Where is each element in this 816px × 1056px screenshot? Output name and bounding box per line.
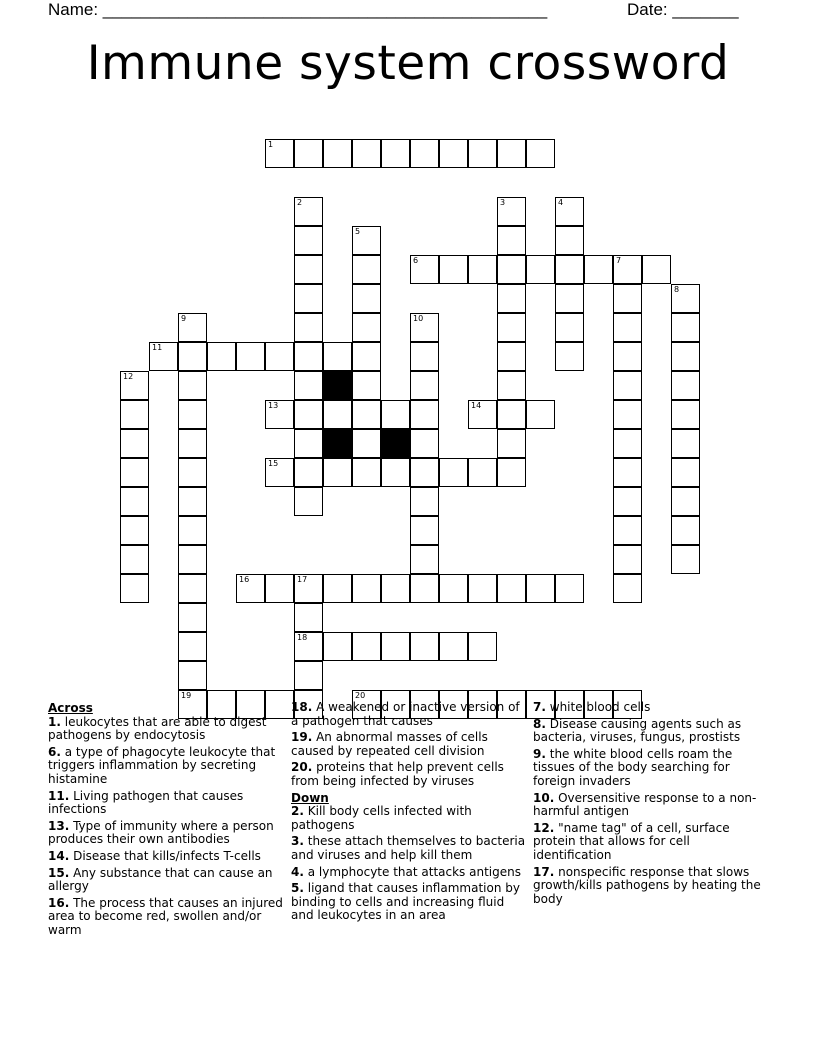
clue-item-text: a type of phagocyte leukocyte that triggers inflammation by secreting histamine: [48, 744, 276, 786]
grid-cell[interactable]: [294, 284, 323, 313]
clue-item-number: 4.: [291, 864, 304, 879]
name-field-line[interactable]: Name: _______________________________________________: [48, 0, 548, 19]
clue-number: 3: [500, 198, 506, 207]
grid-cell[interactable]: [410, 632, 439, 661]
clue-item-number: 9.: [533, 746, 546, 761]
grid-block-cell: [323, 371, 352, 400]
grid-cell[interactable]: [294, 226, 323, 255]
clue-item: [48, 820, 284, 847]
grid-cell[interactable]: [294, 574, 323, 603]
clue-item-number: 5.: [291, 881, 304, 896]
clue-item: [291, 731, 527, 758]
grid-cell[interactable]: [294, 661, 323, 690]
grid-cell[interactable]: [236, 574, 265, 603]
clue-item-text: Disease causing agents such as bacteria, viruses, fungus, prostists: [533, 716, 742, 745]
clue-item-number: 12.: [533, 820, 555, 835]
grid-cell[interactable]: [120, 458, 149, 487]
grid-cell[interactable]: [555, 226, 584, 255]
grid-cell[interactable]: [120, 487, 149, 516]
grid-cell[interactable]: [381, 139, 410, 168]
grid-cell[interactable]: [178, 632, 207, 661]
grid-cell[interactable]: [381, 458, 410, 487]
grid-cell[interactable]: [671, 545, 700, 574]
grid-cell[interactable]: [613, 574, 642, 603]
clue-item: [291, 701, 527, 728]
grid-cell[interactable]: [410, 516, 439, 545]
clue-item-text: ligand that causes inflammation by binding to cells and increasing fluid and leukocytes in an area: [291, 881, 520, 923]
clue-item: [291, 835, 527, 862]
grid-cell[interactable]: [613, 342, 642, 371]
clue-item: [533, 718, 771, 745]
grid-cell[interactable]: [671, 487, 700, 516]
clue-item-number: 14.: [48, 848, 70, 863]
clues-column-1: [48, 701, 284, 941]
grid-cell[interactable]: [352, 139, 381, 168]
grid-cell[interactable]: [613, 255, 642, 284]
grid-cell[interactable]: [671, 458, 700, 487]
grid-cell[interactable]: [352, 632, 381, 661]
grid-cell[interactable]: [381, 632, 410, 661]
grid-cell[interactable]: [671, 429, 700, 458]
grid-cell[interactable]: [613, 371, 642, 400]
clue-item-text: Kill body cells infected with pathogens: [291, 804, 472, 832]
clue-item: [533, 748, 771, 789]
grid-cell[interactable]: [265, 574, 294, 603]
grid-cell[interactable]: [178, 400, 207, 429]
grid-cell[interactable]: [584, 255, 613, 284]
grid-cell[interactable]: [671, 284, 700, 313]
grid-cell[interactable]: [323, 458, 352, 487]
clue-item: [48, 850, 284, 864]
grid-cell[interactable]: [671, 516, 700, 545]
grid-cell[interactable]: [352, 255, 381, 284]
grid-cell[interactable]: [613, 429, 642, 458]
clue-item-number: 19.: [291, 730, 313, 745]
grid-cell[interactable]: [323, 139, 352, 168]
grid-cell[interactable]: [555, 574, 584, 603]
grid-cell[interactable]: [497, 139, 526, 168]
grid-cell[interactable]: [497, 458, 526, 487]
clue-number: 14: [471, 401, 482, 410]
clue-number: 15: [268, 459, 279, 468]
grid-cell[interactable]: [178, 429, 207, 458]
grid-cell[interactable]: [497, 197, 526, 226]
clue-item-text: white blood cells: [549, 700, 651, 714]
grid-cell[interactable]: [265, 400, 294, 429]
clue-item: [291, 866, 527, 880]
clue-item-number: 10.: [533, 790, 555, 805]
clue-item-text: a lymphocyte that attacks antigens: [307, 864, 521, 879]
grid-cell[interactable]: [410, 487, 439, 516]
grid-cell[interactable]: [381, 400, 410, 429]
grid-cell[interactable]: [178, 371, 207, 400]
grid-cell[interactable]: [613, 400, 642, 429]
grid-cell[interactable]: [178, 516, 207, 545]
grid-cell[interactable]: [613, 545, 642, 574]
grid-cell[interactable]: [294, 139, 323, 168]
grid-cell[interactable]: [294, 632, 323, 661]
clue-item: [533, 792, 771, 819]
grid-cell[interactable]: [671, 400, 700, 429]
clue-number: 9: [181, 314, 187, 323]
clue-item-text: An abnormal masses of cells caused by repeated cell division: [291, 730, 488, 758]
clue-item-number: 8.: [533, 716, 546, 731]
grid-cell[interactable]: [439, 458, 468, 487]
grid-cell[interactable]: [497, 574, 526, 603]
grid-cell[interactable]: [207, 342, 236, 371]
clue-number: 1: [268, 140, 274, 149]
grid-cell[interactable]: [294, 487, 323, 516]
clue-item-number: 3.: [291, 834, 304, 849]
clue-item-number: 16.: [48, 895, 70, 910]
grid-cell[interactable]: [352, 226, 381, 255]
grid-cell[interactable]: [381, 574, 410, 603]
clue-item-text: Type of immunity where a person produces their own antibodies: [48, 818, 274, 847]
grid-cell[interactable]: [323, 400, 352, 429]
grid-cell[interactable]: [294, 429, 323, 458]
grid-cell[interactable]: [671, 371, 700, 400]
grid-cell[interactable]: [294, 603, 323, 632]
grid-cell[interactable]: [149, 342, 178, 371]
grid-cell[interactable]: [613, 516, 642, 545]
grid-cell[interactable]: [555, 313, 584, 342]
clues-column-3: [533, 701, 771, 909]
grid-cell[interactable]: [497, 342, 526, 371]
clue-number: 13: [268, 401, 279, 410]
grid-cell[interactable]: [497, 313, 526, 342]
grid-cell[interactable]: [439, 255, 468, 284]
grid-cell[interactable]: [468, 255, 497, 284]
clue-number: 5: [355, 227, 361, 236]
grid-cell[interactable]: [352, 429, 381, 458]
clue-item-number: 13.: [48, 818, 70, 833]
grid-cell[interactable]: [526, 139, 555, 168]
grid-cell[interactable]: [323, 574, 352, 603]
grid-cell[interactable]: [352, 313, 381, 342]
clues-column-2: [291, 701, 527, 926]
clue-item-number: 7.: [533, 700, 546, 714]
clue-item-number: 18.: [291, 700, 313, 714]
clue-item: [291, 761, 527, 788]
clue-item: [533, 701, 771, 715]
grid-cell[interactable]: [410, 342, 439, 371]
grid-cell[interactable]: [323, 342, 352, 371]
grid-cell[interactable]: [410, 313, 439, 342]
grid-cell[interactable]: [120, 429, 149, 458]
clue-item-number: 11.: [48, 788, 70, 803]
clue-number: 10: [413, 314, 424, 323]
grid-cell[interactable]: [497, 429, 526, 458]
grid-cell[interactable]: [294, 458, 323, 487]
grid-cell[interactable]: [120, 400, 149, 429]
clue-item-number: 6.: [48, 744, 61, 759]
grid-cell[interactable]: [265, 139, 294, 168]
grid-cell[interactable]: [439, 574, 468, 603]
clue-number: 19: [181, 691, 192, 700]
grid-cell[interactable]: [178, 545, 207, 574]
grid-cell[interactable]: [178, 458, 207, 487]
clue-item-text: leukocytes that are able to digest pathogens by endocytosis: [48, 714, 267, 743]
grid-cell[interactable]: [410, 400, 439, 429]
clue-item: [291, 805, 527, 832]
clue-number: 7: [616, 256, 622, 265]
clue-item-text: A weakened or inactive version of a pathogen that causes: [291, 700, 520, 728]
grid-cell[interactable]: [236, 342, 265, 371]
grid-cell[interactable]: [178, 661, 207, 690]
clue-item: [533, 822, 771, 863]
clue-item-text: Oversensitive response to a non-harmful antigen: [533, 790, 757, 819]
grid-cell[interactable]: [410, 255, 439, 284]
clue-item: [291, 882, 527, 923]
clue-item-text: these attach themselves to bacteria and viruses and help kill them: [291, 834, 526, 862]
clue-number: 20: [355, 691, 366, 700]
grid-cell[interactable]: [410, 458, 439, 487]
clue-item: [48, 746, 284, 787]
grid-cell[interactable]: [671, 342, 700, 371]
grid-cell[interactable]: [352, 284, 381, 313]
grid-cell[interactable]: [294, 255, 323, 284]
grid-cell[interactable]: [410, 429, 439, 458]
clue-number: 16: [239, 575, 250, 584]
grid-cell[interactable]: [671, 313, 700, 342]
grid-cell[interactable]: [352, 371, 381, 400]
grid-cell[interactable]: [468, 139, 497, 168]
grid-cell[interactable]: [468, 458, 497, 487]
grid-cell[interactable]: [410, 545, 439, 574]
grid-cell[interactable]: [613, 284, 642, 313]
grid-cell[interactable]: [178, 313, 207, 342]
date-field-line[interactable]: Date: _______: [627, 0, 739, 19]
grid-cell[interactable]: [323, 632, 352, 661]
grid-block-cell: [323, 429, 352, 458]
grid-cell[interactable]: [178, 487, 207, 516]
clue-number: 6: [413, 256, 419, 265]
clue-item-number: 15.: [48, 865, 70, 880]
clue-item-text: the white blood cells roam the tissues of the body searching for foreign invaders: [533, 746, 733, 788]
clue-section-heading: Across: [48, 701, 93, 715]
clue-item-text: Disease that kills/infects T-cells: [73, 848, 261, 863]
grid-cell[interactable]: [613, 487, 642, 516]
grid-cell[interactable]: [526, 400, 555, 429]
clue-item-number: 2.: [291, 804, 304, 819]
clue-number: 11: [152, 343, 163, 352]
clue-item: [48, 897, 284, 938]
grid-block-cell: [381, 429, 410, 458]
grid-cell[interactable]: [555, 342, 584, 371]
clue-item-text: The process that causes an injured area to become red, swollen and/or warm: [48, 895, 283, 937]
grid-cell[interactable]: [555, 255, 584, 284]
grid-cell[interactable]: [642, 255, 671, 284]
grid-cell[interactable]: [294, 371, 323, 400]
grid-cell[interactable]: [178, 574, 207, 603]
grid-cell[interactable]: [352, 400, 381, 429]
clue-item-text: Living pathogen that causes infections: [48, 788, 244, 817]
grid-cell[interactable]: [265, 458, 294, 487]
grid-cell[interactable]: [410, 139, 439, 168]
grid-cell[interactable]: [265, 342, 294, 371]
grid-cell[interactable]: [294, 197, 323, 226]
grid-cell[interactable]: [178, 342, 207, 371]
grid-cell[interactable]: [294, 313, 323, 342]
grid-cell[interactable]: [468, 574, 497, 603]
clue-section-heading: Down: [291, 790, 329, 805]
grid-cell[interactable]: [120, 574, 149, 603]
grid-cell[interactable]: [497, 226, 526, 255]
grid-cell[interactable]: [120, 545, 149, 574]
grid-cell[interactable]: [497, 284, 526, 313]
grid-cell[interactable]: [294, 342, 323, 371]
grid-cell[interactable]: [352, 342, 381, 371]
grid-cell[interactable]: [178, 603, 207, 632]
clue-item-number: 20.: [291, 760, 313, 775]
grid-cell[interactable]: [439, 139, 468, 168]
clue-item: [48, 790, 284, 817]
clue-number: 8: [674, 285, 680, 294]
clue-item-text: nonspecific response that slows growth/kills pathogens by heating the body: [533, 864, 761, 906]
clue-item: [48, 867, 284, 894]
grid-cell[interactable]: [497, 255, 526, 284]
grid-cell[interactable]: [352, 574, 381, 603]
clue-number: 18: [297, 633, 308, 642]
clue-item-text: proteins that help prevent cells from being infected by viruses: [291, 760, 504, 788]
clue-number: 17: [297, 575, 308, 584]
clue-item-text: "name tag" of a cell, surface protein that allows for cell identification: [533, 820, 730, 862]
grid-cell[interactable]: [526, 574, 555, 603]
clue-item-text: Any substance that can cause an allergy: [48, 865, 273, 894]
grid-cell[interactable]: [439, 632, 468, 661]
grid-cell[interactable]: [410, 371, 439, 400]
grid-cell[interactable]: [120, 516, 149, 545]
grid-cell[interactable]: [555, 197, 584, 226]
clue-number: 4: [558, 198, 564, 207]
page-title: Immune system crossword: [86, 36, 730, 91]
grid-cell[interactable]: [120, 371, 149, 400]
clue-item-number: 1.: [48, 714, 61, 729]
grid-cell[interactable]: [613, 313, 642, 342]
grid-cell[interactable]: [352, 458, 381, 487]
grid-cell[interactable]: [497, 400, 526, 429]
grid-cell[interactable]: [468, 632, 497, 661]
grid-cell[interactable]: [613, 458, 642, 487]
clue-item-number: 17.: [533, 864, 555, 879]
grid-cell[interactable]: [468, 400, 497, 429]
clue-number: 2: [297, 198, 303, 207]
grid-cell[interactable]: [497, 371, 526, 400]
clue-number: 12: [123, 372, 134, 381]
clue-item: [48, 716, 284, 743]
clue-item: [533, 866, 771, 907]
grid-cell[interactable]: [294, 400, 323, 429]
grid-cell[interactable]: [526, 255, 555, 284]
grid-cell[interactable]: [410, 574, 439, 603]
grid-cell[interactable]: [555, 284, 584, 313]
